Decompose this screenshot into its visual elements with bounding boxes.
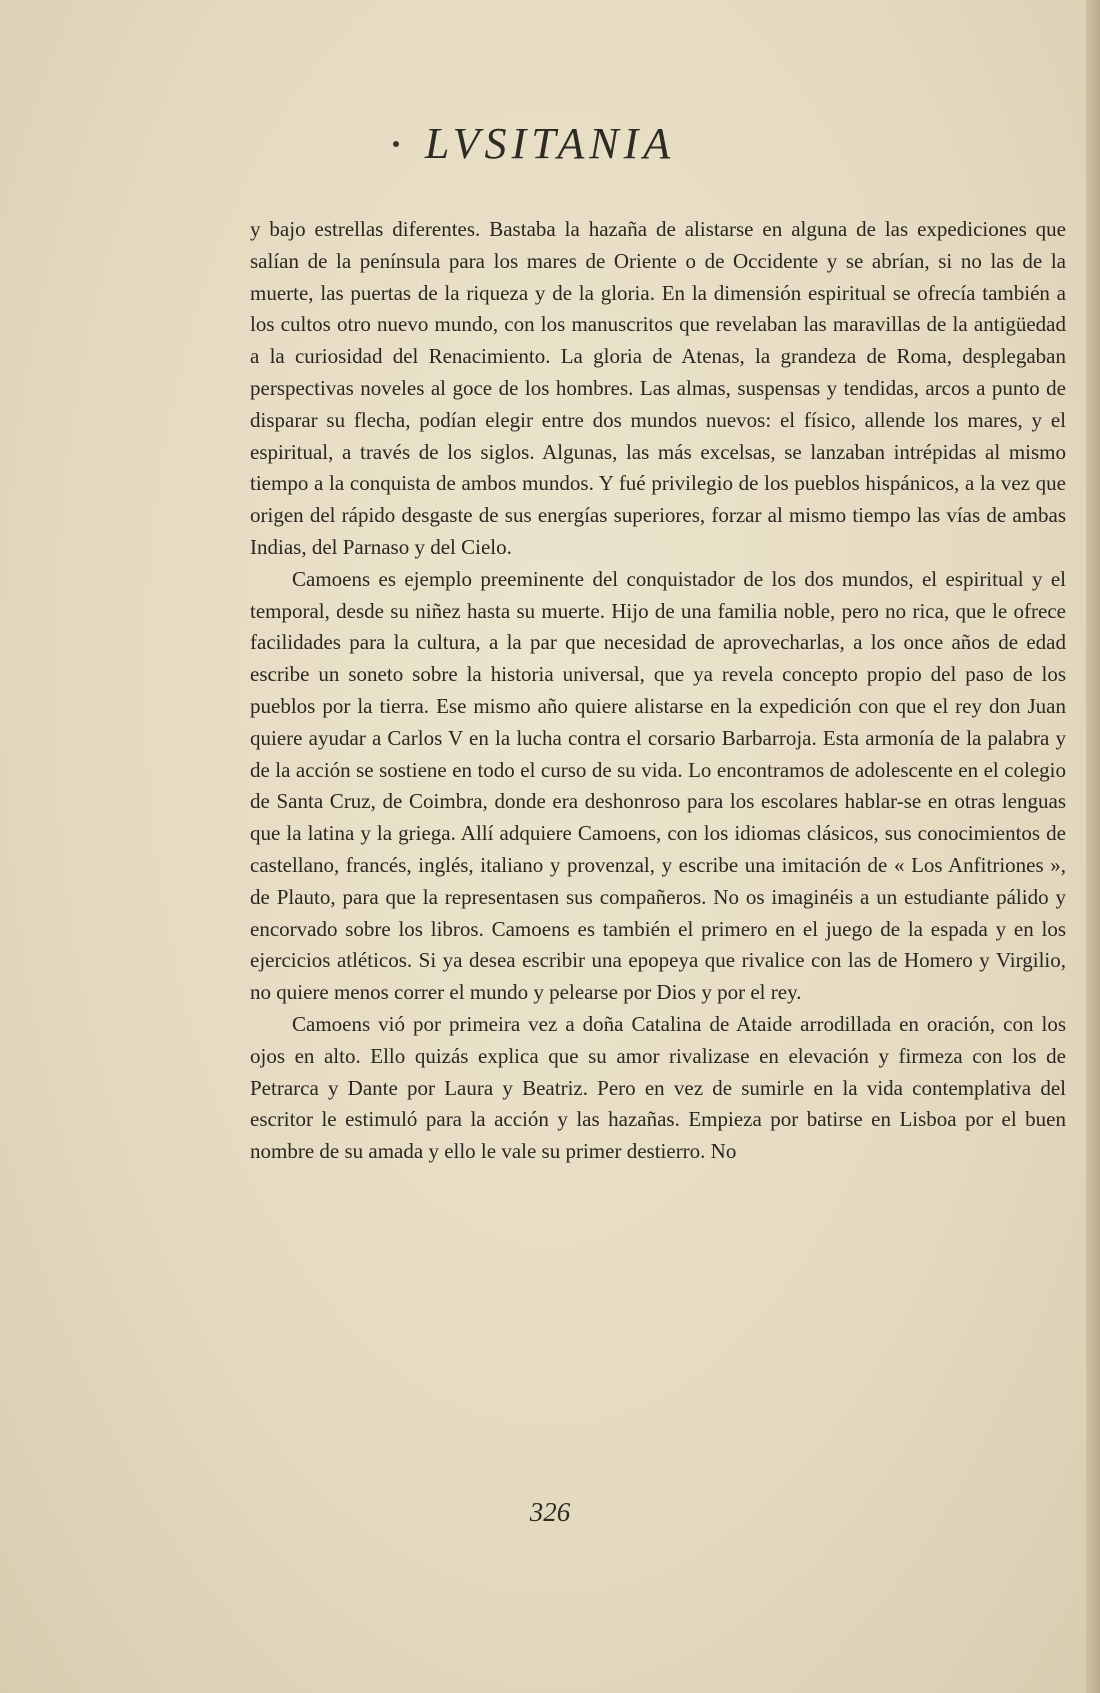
page-edge <box>1086 0 1100 1693</box>
paragraph-3: Camoens vió por primeira vez a doña Catalina de Ataide arrodillada en oración, con los ojos en alto. Ello quizás explica que su amor rivalizase en elevación y firmeza con los de Petrarca y Dante por Laura y Beatriz. Pero en vez de sumirle en la vida contemplativa del escritor le estimuló para la acción y las hazañas. Empieza por batirse en Lisboa por el buen nombre de su amada y ello le vale su primer destierro. No <box>250 1011 1066 1164</box>
paragraph-2: Camoens es ejemplo preeminente del conquistador de los dos mundos, el espiritual y el temporal, desde su niñez hasta su muerte. Hijo de una familia noble, pero no rica, que le ofrece facilidades para la cultura, a la par que necesidad de aprovecharlas, a los once años de edad escribe un soneto sobre la historia universal, que ya revela concepto propio del paso de los pueblos por la tierra. Ese mismo año quiere alistarse en la expedición con que el rey don Juan quiere ayudar a Carlos V en la lucha contra el corsario Barbarroja. Esta armonía de la palabra y de la acción se sostiene en todo el curso de su vida. Lo encontramos de adolescente en el colegio de Santa Cruz, de Coimbra, donde era deshonroso para los escolares hablar-se en otras lenguas que la latina y la griega. Allí adquiere Camoens, con los idiomas clásicos, sus conocimientos de castellano, francés, inglés, italiano y provenzal, y escribe una imitación de « Los Anfitriones », de Plauto, para que la representasen sus compañeros. No os imaginéis a un estudiante pálido y encorvado sobre los libros. Camoens es también el primero en el juego de la espada y en los ejercicios atléticos. Si ya desea escribir una epopeya que rivalice con las de Homero y Virgilio, no quiere menos correr el mundo y pelearse por Dios y por el rey. <box>250 566 1066 1005</box>
paragraph-1: y bajo estrellas diferentes. Bastaba la hazaña de alistarse en alguna de las expediciones que salían de la península para los mares de Oriente o de Occidente y se abrían, si no las de la muerte, las puertas de la riqueza y de la gloria. En la dimensión espiritual se ofrecía también a los cultos otro nuevo mundo, con los manuscritos que revelaban las maravillas de la antigüedad a la curiosidad del Renacimiento. La gloria de Atenas, la grandeza de Roma, desplegaban perspectivas noveles al goce de los hombres. Las almas, suspensas y tendidas, arcos a punto de disparar su flecha, podían elegir entre dos mundos nuevos: el físico, allende los mares, y el espiritual, a través de los siglos. Algunas, las más excelsas, se lanzaban intrépidas al mismo tiempo a la conquista de ambos mundos. Y fué privilegio de los pueblos hispánicos, a la vez que origen del rápido desgaste de sus energías superiores, forzar al mismo tiempo las vías de ambas Indias, del Parnaso y del Cielo. <box>250 217 1066 559</box>
page-number: 326 <box>529 1497 571 1527</box>
running-head: LVSITANIA <box>424 119 676 168</box>
body-text <box>250 214 1066 1168</box>
